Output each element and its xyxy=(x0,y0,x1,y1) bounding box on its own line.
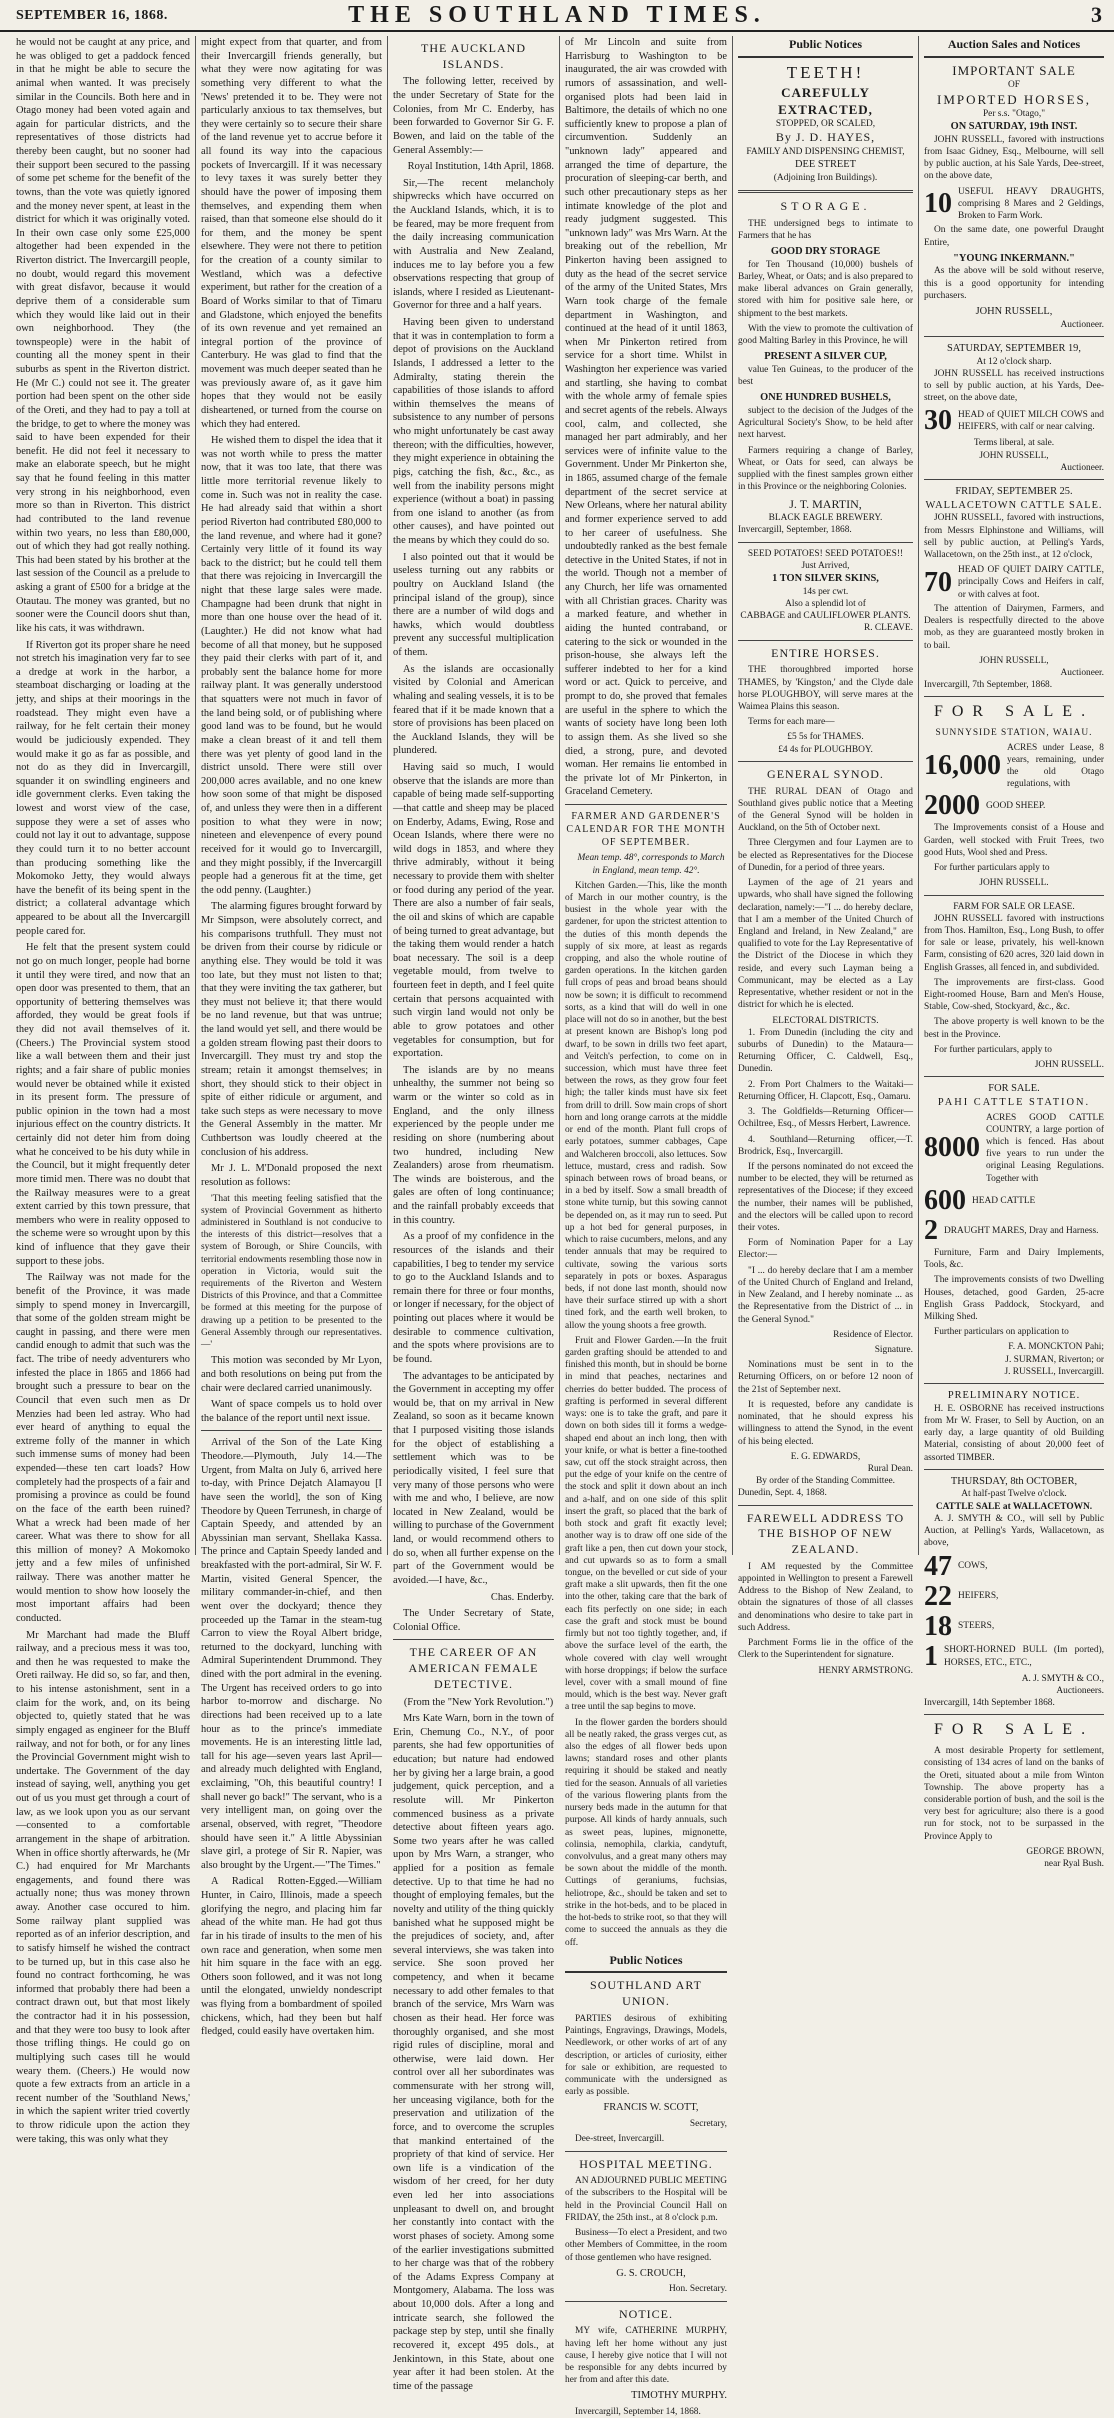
article-paragraph: He wished them to dispel the idea that it was not worth while to press the matter now, that it was too late, that there was little more territorial revenue likely to come in. Such was not in reality the case. He had already said that within a short period Riverton had contributed £80,000 to the land revenue, and where had it gone? Certainly very little of it found its way back to the district; but he could tell them that there was rejoicing in Invercargill the night that these large sales were made. Champagne had been drunk that night in more than one house over the head of it. (Laughter.) He did not know what had become of all that money, but he supposed they paid their clerks with part of it, and probably sent the balance home for more railway plant. It was generally understood that squatters were not much in favor of the land being sold, or of publishing where good land was to be found, but he would make a clean breast of it and tell them there was yet plenty of good land in the district unsold. There were still over 200,000 acres available, and no one knew how soon some of that might be disposed of, and unless they were then in a different position to what they were in now; nineteen and elevenpence of every pound received for it would go to Invercargill, and they might possibly, if the Invercargill people had a generous fit at the time, get the odd penny. (Laughter.) xyxy=(201,435,382,896)
divider xyxy=(565,2301,727,2302)
divider xyxy=(924,895,1104,896)
ad-line: FAMILY AND DISPENSING CHEMIST, xyxy=(746,146,905,157)
lot-number: 70 xyxy=(924,566,952,598)
column-rule xyxy=(195,36,196,1555)
ad-heading: FRIDAY, SEPTEMBER 25. xyxy=(955,486,1073,498)
ad-line: OF xyxy=(1008,79,1020,90)
ad-signer: JOHN RUSSELL, xyxy=(975,306,1053,318)
article-paragraph: He felt that the present system could not go on much longer, people had borne it until they were tired, and now that an open door was presented to them, that an opportunity of bettering themselves was afforded, they would be great fools if they did not avail themselves of it. (Cheers.) The Provincial system stood like a wall between them and their just rights; and a fair share of public monies would never be obtained while it existed in its present form. The pressure of public opinion in the town had a most injurious effect on the country districts. It certainly did not deter him from doing what he conceived to be his duty while in the Council, but it might frequently deter more timid men. There was no doubt that the Railway measures were to a great extent carried by this town pressure, that members who were in reality opposed to the scheme were so wrought upon by this kind of influence that they gave their support to these jobs. xyxy=(16,942,190,1267)
ad-lot xyxy=(924,1550,1104,1582)
ad-body: Furniture, Farm and Dairy Implements, Tools, &c. xyxy=(924,1247,1104,1271)
ad-lot xyxy=(924,742,1104,791)
article-paragraph: The Railway was not made for the benefit of the Province, it was made simply to spend money in Invercargill, that some of the golden stream might be caught in passing, and there were men candid enough to admit that such was the fact. The tribe of needy adventurers who infested the place in 1865 and 1866 had brought such a pressure to bear on the Council that even such men as Dr Menzies had been led astray. Who had ever heard of anything to equal the extreme folly of the manner in which such immense sums of money had been expended—these ten cart loads? How completely had the prospects of a fair and promising a province as could be found on the face of the earth been ruined? What a wreck had been made of her career. What was there to show for all this million of money? A Mokomoko jetty and a few miles of unfinished railway. There was another matter he would mention to show how loosely the most important affairs had been conducted. xyxy=(16,1272,190,1624)
ad-lot xyxy=(924,1610,1104,1642)
notice-signer: TIMOTHY MURPHY. xyxy=(631,2390,727,2402)
ad-line: ONE HUNDRED BUSHELS, xyxy=(760,392,891,404)
notice-role: Hon. Secretary. xyxy=(669,2284,727,2295)
column-5 xyxy=(738,36,913,1676)
ad-line: CAREFULLY EXTRACTED, xyxy=(778,84,873,117)
ad-heading: FOR SALE. xyxy=(988,1083,1040,1095)
article-source: (From the "New York Revolution.") xyxy=(403,1696,554,1708)
lot-text: DRAUGHT MARES, Dray and Harness. xyxy=(944,1225,1099,1236)
ad-body: The Improvements consist of a House and Garden, well stocked with Fruit Trees, two good Huts, Wool shed and Press. xyxy=(924,823,1104,858)
lot-text: HEIFERS, xyxy=(958,1591,999,1602)
divider xyxy=(924,1383,1104,1384)
ad-lot xyxy=(924,1580,1104,1612)
ad-line: DEE STREET xyxy=(795,159,856,171)
column-rule xyxy=(559,36,560,1555)
divider xyxy=(924,696,1104,697)
ad-heading: TEETH! xyxy=(786,62,865,82)
lot-text: ACRES under Lease, 8 years, remaining, under the old Otago regulations, with xyxy=(1007,742,1104,790)
lot-number: 1 xyxy=(924,1640,938,1672)
notice-signer: G. S. CROUCH, xyxy=(616,2267,686,2279)
ad-body: The improvements consists of two Dwelling Houses, detached, good Garden, 25-acre English Grass Paddock, Stockyard, and Milking Shed. xyxy=(924,1275,1104,1323)
column-1 xyxy=(16,36,190,2145)
article-paragraph: Mr Marchant had made the Bluff railway, and a precious mess it was too, and then he was requested to make the Oreti railway. He did so, so far, and then, to his intense astonishment, sent in a claim for the work, and, on its being objected to, quietly stated that he was simply engaged as engineer for the Bluff railway, and not for both, or for any lines the Provincial Government might wish to undertake. The Government of the day instead of saying, well, anything you get out of us you must get through a court of law, as we look upon you as our servant—consented to a comfortable arrangement in the shape of arbitration. When in office shortly afterwards, he (Mr C.) had enquired for Mr Marchants engagements, and found there was actually none; thus was money thrown away. Another case occured to him. Some railway plant supplied was reported as of an inferior description, and to satisfy himself he wished the contract to be turned up, but in this case also he found no contract forthcoming, he was informed that probably there had been a contract drawn out, but that most likely the contractor had it in his possession, and that they were too busy to look after those trifling things. He could go on multiplying such cases till he would weary them. (Cheers.) He would now quote a few extracts from an article in a recent number of the 'Southland News,' in which the sapient writer tried covertly to throw ridicule upon the action they were taking, this was only what they xyxy=(16,1629,190,2145)
ad-line: "YOUNG INKERMANN." xyxy=(953,252,1075,264)
ad-signer: E. G. EDWARDS, xyxy=(790,1451,861,1462)
lot-number: 22 xyxy=(924,1580,952,1612)
ad-place: Invercargill, September, 1868. xyxy=(738,525,852,536)
divider xyxy=(738,640,913,641)
ad-line: By order of the Standing Committee. xyxy=(755,1476,896,1487)
article-paragraph: might expect from that quarter, and from their Invercargill friends generally, but what they were now agitating for was something very different to what the 'News' pretended it to be. They were not particularly anxious to tax themselves, but they were certainly so to secure their share of the land revenue yet to accrue before it all found its way into the capacious pockets of Invercargill. If it was necessary to levy taxes it was surely better they should have the power of imposing them themselves, and expending them when raised, than that someone else should do it for them, and the money be spent elsewhere. They were not there to petition for the creation of a county similar to Westland, which was a defective experiment, but rather for the creation of a Board of Works similar to that of Timaru and Gladstone, which enjoyed the benefits of its own revenue and yet remained an integral portion of the province of Canterbury. He was glad to find that the movement was much deeper seated than he was previously aware of, as it gave him hopes that they would not be easily disheartened, or turned from the course on which they had entered. xyxy=(201,37,382,430)
column-6 xyxy=(924,36,1104,1870)
article-heading: FARMER AND GARDENER'S CALENDAR FOR THE MONTH OF SEPTEMBER. xyxy=(566,811,726,849)
ad-role: Auctioneer. xyxy=(1060,462,1104,473)
ad-heading: STORAGE. xyxy=(780,199,871,214)
article-paragraph: Mrs Kate Warn, born in the town of Erin, Chemung Co., N.Y., of poor parents, she had few opportunities of education; but nature had endowed her by giving her a large brain, a good judgement, quick perception, and a resolute will. Mr Pinkerton commenced business as a private detective about fifteen years ago. Some two years after he was called upon by Mrs Warn, a stranger, who applied for a position as female detective. Up to that time he had no thought of employing females, but the novelty and utility of the thing quickly banished what he supposed might be the prejudices of society, and, after several interviews, she was taken into service. She soon proved her competency, and when it became necessary to add other females to that branch of the service, Mrs Warn was chosen as their head. Her force was thoroughly organised, and she most rigid rules of discipline, moral and otherwise, were laid down. Her control over all her subordinates was commensurate with her strong will, her unceasing vigilance, both for the preservation and utilization of the force, and to overcome the scruples that mankind entertained of the propriety of that kind of service. Her own life is a vindication of the wisdom of her creed, for her duty even led her into associations unpleasant to dwell on, and brought her constantly into contact with the worst phases of society. Among some of the earlier investigations submitted to her charge was that of the robbery of the Adams Express Company at Montgomery, Alabama. The loss was about 10,000 dols. After a long and intricate search, she followed the package step by step, until she finally recovered it, except 495 dols., at Jenkintown, in this State, about one year after it had been stolen. At the time of the passage xyxy=(393,1713,554,2392)
article-paragraph: The advantages to be anticipated by the Government in accepting my offer would be, that on my arrival in New Zealand, so soon as it became known that I purposed visiting those islands for the object of establishing a settlement which was to be periodically visited, I feel sure that very many of those persons who were with me and who, I believe, are now located in New Zealand, would be willing to purchase of the Government land, or would recommend others to do so, when all further expense on the part of the Government would be avoided.—I have, &c., xyxy=(393,1370,554,1586)
ad-signer: JOHN RUSSELL. xyxy=(1034,1060,1104,1071)
ad-body: THE thoroughbred imported horse THAMES, by 'Kingston,' and the Clyde dale horse PLOUGHBOY, will serve mares at the Waimea Plains this season. xyxy=(738,665,913,713)
ad-heading: WALLACETOWN CATTLE SALE. xyxy=(925,499,1103,511)
lot-text: COWS, xyxy=(958,1561,988,1572)
ad-body: THE RURAL DEAN of Otago and Southland gives public notice that a Meeting of the General Synod will be holden in Auckland, on the 5th of October next. xyxy=(738,786,913,834)
article-paragraph: Having been given to understand that it was in contemplation to form a depot of provisions on the Auckland Islands, I addressed a letter to the Admiralty, stating therein the capabilities of those islands to afford within themselves the means of subsistence to any number of persons who might unfortunately be cast away thereon; with the difficulties, however, they might experience in obtaining the pigs, catching the fish, &c., &c., as well from the inability persons might experience (without a boat) in passing from one island to another (as from other causes), and have pointed out the means by which they could do so. xyxy=(393,317,554,547)
notice-signer: FRANCIS W. SCOTT, xyxy=(603,2102,699,2114)
column-rule xyxy=(387,36,388,1555)
ad-firm: BLACK EAGLE BREWERY. xyxy=(768,513,883,524)
article-paragraph: The alarming figures brought forward by Mr Simpson, were absolutely correct, and his comparisons truthfull. They must not be driven from their course by ridicule or anything else. They would be told it was too late, but they must not listen to that; that they were inviting the tax gatherer, but they must not believe it; that there would be no land revenue, but that was untrue; the land would yet sell, and there would be a golden stream flowing past their doors to Invercargill. They must try and stop the stream; retain it amongst themselves; in short, they should stick to their object in spite of either ridicule or argument, and take such steps as were necessary to move the General Assembly in the matter. Mr Cuthbertson was loudly cheered at the conclusion of his address. xyxy=(201,901,382,1158)
lot-text: SHORT-HORNED BULL (Im ported), HORSES, ETC., ETC., xyxy=(944,1645,1104,1668)
ad-body: Parchment Forms lie in the office of the Clerk to the Superintendent for signature. xyxy=(738,1638,913,1661)
ad-heading: GENERAL SYNOD. xyxy=(767,766,884,781)
ad-line: £4 4s for PLOUGHBOY. xyxy=(778,744,873,755)
ad-signer: F. A. MONCKTON Pahi; xyxy=(1008,1342,1104,1353)
letter-signature: Chas. Enderby. xyxy=(490,1591,554,1603)
article-paragraph: I also pointed out that it would be useless turning out any rabbits or poultry on Auckland Island (the principal island of the group), since there are a number of wild dogs and hawks, which would doubtless prevent any successful multiplication of them. xyxy=(393,551,554,659)
ad-lot xyxy=(924,1640,1104,1672)
ad-lot xyxy=(924,1184,1104,1216)
lot-text: HEAD CATTLE xyxy=(972,1195,1036,1206)
lot-text: USEFUL HEAVY DRAUGHTS, comprising 8 Mares and 2 Geldings, Broken to Farm Work. xyxy=(958,186,1104,222)
article-heading: THE AUCKLAND ISLANDS. xyxy=(421,41,526,71)
ad-body: 2. From Port Chalmers to the Waitaki—Returning Officer, H. Clapcott, Esq., Oamaru. xyxy=(738,1079,913,1102)
ad-place: Dunedin, Sept. 4, 1868. xyxy=(738,1488,827,1499)
divider xyxy=(565,804,727,805)
ad-body: I AM requested by the Committee appointed in Wellington to present a Farewell Address to the Bishop of New Zealand, to obtain the signatures of those of all classes and denominations who desire to take part in such Address. xyxy=(738,1561,913,1633)
ad-body: Signature. xyxy=(874,1345,913,1356)
ad-body: JOHN RUSSELL, favored with instructions, from Messrs Elphinstone and Williams, will sell by public auction, at Pelling's Yards, Wallacetown, on the 25th inst., at 12 o'clock, xyxy=(924,513,1104,560)
ad-body: Three Clergymen and four Laymen are to be elected as Representatives for the Diocese of Dunedin, for a period of three years. xyxy=(738,838,913,873)
lot-number: 2000 xyxy=(924,790,980,822)
news-item: A Radical Rotten-Egged.—William Hunter, in Cairo, Illinois, made a speech glorifying the negro, and placing him far ahead of the white man. He had got thus far in his tirade of insults to the men of his own race and generation, when some men hit him square in the face with an egg. Others soon followed, and it was not long until the elongated, unwieldy nondescript was flying from a bombardment of spoiled chickens, which, had they been but half fledged, could easily have overtaken him. xyxy=(201,1876,382,2038)
ad-line: Terms liberal, at sale. xyxy=(973,438,1055,449)
article-paragraph: In the flower garden the borders should all be neatly raked, the grass verges cut, as also the edges of all flower beds upon lawns; standard roses and other plants requiring it should be staked and neatly tied for the season. Annuals of all varieties of the various flowering plants from the nursery beds made in the autumn for that purpose. All kinds of hardy annuals, such as sweet peas, lupines, mignonette, colinsia, nemophila, clarkia, candytuft, convolvulus, and a great many others may be sown about the middle of the month. Cuttings of geraniums, fuchsias, heliotrope, &c., should be taken and set to strike in the hot-beds, and to be placed in the hot-beds to strike root, so that they will come to succeed the annuals as they die off. xyxy=(565,1717,727,1948)
ad-body: THE undersigned begs to intimate to Farmers that he has xyxy=(738,218,913,241)
ad-signer: J. T. MARTIN, xyxy=(789,496,862,511)
notice-body: Business—To elect a President, and two other Members of Committee, in the room of those gentlemen who have resigned. xyxy=(565,2228,727,2263)
article-paragraph: Having said so much, I would observe that the islands are more than capable of being made self-supporting—that cattle and sheep may be placed on Enderby, Adams, Ewing, Rose and Ocean Islands, where there were no wild dogs in 1853, and where they thrive admirably, without it being necessary to provide them with shelter or food during any period of the year. There are also a number of fair seals, the oil and skins of which are capable of being turned to great advantage, but the taking them would render a hatch boat necessary. The soil is a deep vegetable mould, from twelve to fourteen feet in depth, and I feel quite certain that persons acquainted with such virgin land would not only be able to grow potatoes and other vegetables for consumption, but for exportation. xyxy=(393,762,554,1060)
ad-line: ON SATURDAY, 19th INST. xyxy=(950,121,1078,133)
page-number: 3 xyxy=(1091,2,1102,27)
ad-lot xyxy=(924,186,1104,223)
ad-signer: J. RUSSELL, Invercargill. xyxy=(1004,1366,1104,1377)
article-paragraph: Want of space compels us to hold over the balance of the report until next issue. xyxy=(201,1399,382,1424)
ad-body: "I ... do hereby declare that I am a member of the United Church of England and Ireland, in New Zealand, and I hereby nominate ... as the Representative from the District of ... in the General Synod." xyxy=(738,1265,913,1325)
ad-lot xyxy=(924,792,1104,820)
ad-heading: SATURDAY, SEPTEMBER 19, xyxy=(947,342,1081,354)
ad-signer: R. CLEAVE. xyxy=(863,623,913,634)
divider xyxy=(738,542,913,543)
ad-body: subject to the decision of the Judges of the Agricultural Society's Show, to be held after next harvest. xyxy=(738,406,913,441)
ad-place: near Ryal Bush. xyxy=(1044,1859,1104,1870)
divider xyxy=(924,336,1104,337)
lot-text: HEAD of QUIET MILCH COWS and HEIFERS, with calf or near calving. xyxy=(958,410,1104,433)
divider xyxy=(924,1469,1104,1470)
ad-signer: JOHN RUSSELL, xyxy=(979,655,1049,666)
ad-body: Form of Nomination Paper for a Lay Elector:— xyxy=(738,1238,913,1261)
article-paragraph: of Mr Lincoln and suite from Harrisburg to Washington to be inaugurated, the air was crowded with rumors of assassination, and well-organised plots had been laid in Baltimore, the details of which no one sufficiently knew to propose a plan of circumvention. Suddenly an "unknown lady" appeared and arranged the time of departure, the procuration of sleeping-car berth, and such other precautionary steps as her intimate knowledge of the plot and ready judgment suggested. This "unknown lady" was Mrs Warn. At the breaking out of the rebellion, Mr Pinkerton having been assigned to duty as the head of the secret service of the army of the United States, Mrs Warn took charge of the female department in Washington, and continued at the head of it until 1863, when Mr Pinkerton retired from service for a short time. Whilst in Washington her experience was varied and startling, she having to combat with the whole army of female spies and secret agents of the rebels. Always cool, calm, and collected, she managed her part admirably, and her services were of infinite value to the Government. Under Mr Pinkerton she, in 1865, assumed charge of the female department of the secret service at New Orleans, where her natural ability and former experience served to add to her career of usefulness. She undoubtedly ranked as the best female detective in the United States, if not in the world. Though not a member of any Church, her life was ornamented with all Christian graces. Charity was a marked feature, and whether in aiding the hunted contraband, or catering to the sick or wounded in the prison-house, she always left the sufferer indebted to her for a kind word or act. Quick to perceive, and prompt to do, she proved that females are useful in the sphere to which the wants of society have long been loth to assign them. As she lived so she died, a strong, pure, and devoted woman. Her remains lie entombed in the private lot of Mr Pinkerton, in Graceland Cemetery. xyxy=(565,37,727,798)
ad-heading: PAHI CATTLE STATION. xyxy=(937,1096,1091,1108)
ad-line: At 12 o'clock sharp. xyxy=(976,356,1052,367)
divider xyxy=(738,190,913,193)
ad-heading: IMPORTANT SALE xyxy=(952,62,1076,78)
ad-signer: A. J. SMYTH & CO., xyxy=(1021,1673,1104,1684)
divider xyxy=(738,1505,913,1506)
ad-line: 14s per cwt. xyxy=(802,586,849,597)
ad-body: Farmers requiring a change of Barley, Wheat, or Oats for seed, can always be supplied with the finest samples grown either in this Province or the neighboring Colonies. xyxy=(738,445,913,493)
ad-body: Nominations must be sent in to the Returning Officers, on or before 12 noon of the 21st of September next. xyxy=(738,1360,913,1395)
ad-heading: PRELIMINARY NOTICE. xyxy=(947,1390,1081,1402)
ad-line: STOPPED, OR SCALED, xyxy=(775,119,876,130)
divider xyxy=(201,1430,382,1431)
news-item: Arrival of the Son of the Late King Theodore.—Plymouth, July 14.—The Urgent, from Malta on July 6, arrived here to-day, with Prince Dejatch Alamayou [I have seen the world], the son of King Theodore by Queen Terrunesh, in charge of Captain Speedy, and attended by an Abyssinian man servant, Shellaka Kassa. The prince and Captain Speedy landed and breakfasted with the port-admiral, Sir W. F. Martin, visited General Spencer, the military commander-in-chief, and then went over the dockyard; thence they proceeded up the Tamar in the steam-tug Carron to view the Royal Albert bridge, returned to the dockyard, lunching with Admiral Superintendent Drummond. They dined with the port admiral in the evening. The Urgent has received orders to go into harbor to-morrow and discharge. No directions had been received up to a late hour as to the prince's immediate movements. He is an interesting little lad, tall for his age—seven years last April—and already much delighted with England, exclaiming, "Oh, this beautiful country! I shall never go back!" The servant, who is a very intelligent man, on going over the arsenal, observed, with regret, "Theodore should have seen it." A little Abyssinian slave girl, a protege of Sir R. Napier, was also brought by the Urgent.—"The Times." xyxy=(201,1437,382,1871)
notice-heading: HOSPITAL MEETING. xyxy=(579,2156,713,2171)
ad-line: At half-past Twelve o'clock. xyxy=(961,1489,1067,1500)
ad-body: It is requested, before any candidate is nominated, that he should express his willingness to attend the Synod, in the event of his being elected. xyxy=(738,1399,913,1447)
ad-line: By J. D. HAYES, xyxy=(775,130,876,145)
ad-line: Just Arrived, xyxy=(801,560,850,571)
section-header: Public Notices xyxy=(565,1952,727,1974)
ad-body: 4. Southland—Returning officer,—T. Brodrick, Esq., Invercargill. xyxy=(738,1134,913,1157)
ad-lot xyxy=(924,407,1104,435)
ad-line: 1 TON SILVER SKINS, xyxy=(772,573,879,585)
article-subheading: Mean temp. 48°, corresponds to March in England, mean temp. 42°. xyxy=(577,853,725,876)
lot-number: 600 xyxy=(924,1184,966,1216)
notice-place: Dee-street, Invercargill. xyxy=(575,2134,665,2145)
lot-number: 47 xyxy=(924,1550,952,1582)
notice-body: AN ADJOURNED PUBLIC MEETING of the subscribers to the Hospital will be held in the Provincial Council Hall on FRIDAY, the 25th inst., at 8 o'clock p.m. xyxy=(565,2176,727,2223)
lot-number: 30 xyxy=(924,405,952,437)
ad-body: With the view to promote the cultivation of good Malting Barley in this Province, he will xyxy=(738,323,913,347)
notice-body: PARTIES desirous of exhibiting Paintings, Engravings, Drawings, Models, Needlework, or other works of art of any description, or articles of curiosity, either for sale or exhibition, are requested to communicate with the undersigned as early as possible. xyxy=(565,2013,727,2098)
notice-heading: SOUTHLAND ART UNION. xyxy=(590,1978,702,2009)
ad-body: The above property is well known to be the best in the Province. xyxy=(924,1017,1104,1040)
article-paragraph: Mr J. L. M'Donald proposed the next resolution as follows: xyxy=(201,1163,382,1188)
ad-role: Rural Dean. xyxy=(867,1463,913,1474)
ad-heading: SEED POTATOES! SEED POTATOES!! xyxy=(747,548,904,559)
ad-place: Invercargill, 7th September, 1868. xyxy=(924,680,1053,691)
ad-lot xyxy=(924,1112,1104,1185)
ad-heading: SUNNYSIDE STATION, WAIAU. xyxy=(935,728,1093,739)
article-heading: THE CAREER OF AN AMERICAN FEMALE DETECTIVE. xyxy=(408,1645,539,1691)
ad-heading: ENTIRE HORSES. xyxy=(771,645,880,660)
ad-body: If the persons nominated do not exceed the number to be elected, they will be returned as representatives of the Diocese; if they exceed the number, their names will be published, and the electors will be called upon to record their votes. xyxy=(738,1161,913,1234)
lot-number: 2 xyxy=(924,1214,938,1246)
resolution-text: 'That this meeting feeling satisfied that the system of Provincial Government as hitherto administered in Southland is not conducive to the interests of this district—resolves that a system of Borough, or Shire Councils, with territorial endowments resembling those now in operation in Victoria, would suit the requirements of the Riverton and Western Districts of this Province, and that a Committee be formed at this meeting for the purpose of drawing up a petition to be presented to the General Assembly through our representatives.—' xyxy=(201,1193,382,1351)
ad-body: 3. The Goldfields—Returning Officer—Ochiltree, Esq., of Messrs Herbert, Lawrence. xyxy=(738,1107,913,1130)
article-paragraph: The islands are by no means unhealthy, the summer not being so warm or the winter so cold as in England, and the only illness experienced by the people under me residing on shore (numbering about two hundred, including New Zealanders) arose from rheumatism. The winds are boisterous, and the gales are often of long continuance; and the rainfall probably exceeds that in this country. xyxy=(393,1064,554,1226)
ad-place: Invercargill, 14th September 1868. xyxy=(924,1697,1055,1708)
ad-body: JOHN RUSSELL favored with instructions from Thos. Hamilton, Esq., Long Bush, to offer for sale or lease, privately, his well-known Farm, consisting of 620 acres, 320 laid down in English Grasses, all fenced in, and subdivided. xyxy=(924,913,1104,973)
ad-line: PRESENT A SILVER CUP, xyxy=(764,351,887,363)
notice-role: Secretary, xyxy=(689,2119,727,2130)
ad-role: Auctioneers. xyxy=(1056,1685,1104,1696)
ad-heading: CATTLE SALE at WALLACETOWN. xyxy=(935,1501,1093,1512)
lot-number: 18 xyxy=(924,1610,952,1642)
column-rule xyxy=(732,36,733,1555)
divider xyxy=(565,2151,727,2152)
ad-body: For further particulars, apply to xyxy=(934,1044,1052,1055)
ad-body: The improvements are first-class. Good Eight-roomed House, Barn and Men's House, Stable, Cow-shed, Stockyard, &c., &c. xyxy=(924,977,1104,1013)
ad-signer: HENRY ARMSTRONG. xyxy=(818,1665,913,1676)
ad-heading: FAREWELL ADDRESS TO THE BISHOP OF NEW ZEALAND. xyxy=(746,1510,905,1557)
ad-body: A. J. SMYTH & CO., will sell by Public Auction, at Pelling's Yards, Wallacetown, as above, xyxy=(924,1513,1104,1549)
column-3 xyxy=(393,36,554,2392)
notice-place: Invercargill, September 14, 1868. xyxy=(575,2407,701,2418)
ad-body: Laymen of the age of 21 years and upwards, who shall have signed the following declaration, namely:—"I ... do hereby declare, that I am a member of the United Church of England and Ireland, in New Zealand," are qualified to vote for the Lay Representative of the District of the Diocese in which they reside, and every such Layman being a Communicant, may be elected as a Lay Representative, whether resident or not in the district for which he is elected. xyxy=(738,878,913,1011)
article-paragraph: As a proof of my confidence in the resources of the islands and their capabilities, I beg to tender my service to go to the Auckland Islands and to remain there for three or four months, or longer if necessary, for the object of pointing out places where it would be desirable to commence cultivation, and the spots where provisions are to be found. xyxy=(393,1231,554,1365)
masthead xyxy=(0,0,1114,32)
ad-body: JOHN RUSSELL, favored with instructions from Isaac Gidney, Esq., Melbourne, will sell by public auction, at his Sale Yards, Dee-street, on the above date, xyxy=(924,134,1104,182)
article-paragraph: he would not be caught at any price, and he was obliged to get a paddock fenced in that he might be able to secure the animal when wanted. It was precisely similar in the Councils. Both here and in Otago money had been voted again and again for particular districts, and the representatives of those districts had thereby been caught, but no sooner had their support been secured to the passing of some pet scheme for the benefit of the towns, than the vote was quietly ignored and the money never spent, at least in the district for which it was originally voted. In their own case only some £25,000 altogether had been expended in the Riverton district. The Invercargill people, no doubt, would regard this movement with great disfavor, because it would deprive them of a considerable sum which they would like laid out in their own neighborhood. They (the townspeople) were in the habit of counting all the money spent in their suburbs as spent in the Riverton district. He (Mr C.) could not see it. The greater portion had been spent on the other side of the Oreti, and they had to pay a toll at the bridge, to get to where the money was said to have been expended for their benefit. He did not feel it necessary to make an elaborate speech, but he might say that he found feeling in this matter very strong in his neighborhood, even more so than in Riverton. This district had contributed to the land revenue within two years, no less than £80,000, out of which they had got really nothing. This had been stated by his brother at the last session of the Council as a prelude to asking a grant of £500 for a bridge at the Otautau. The money was granted, but no sooner were the Council doors shut than, like his cats, it was withdrawn. xyxy=(16,37,190,634)
lot-number: 8000 xyxy=(924,1132,980,1164)
ad-body: On the same date, one powerful Draught Entire, xyxy=(924,225,1104,248)
article-paragraph: Fruit and Flower Garden.—In the fruit garden grafting should be attended to and finished this month, but in should be borne in mind that peaches, nectarines and cherries do better budded. The process of grafting is performed in several different ways: one is to take the graft, and pare it down on both sides till it forms a wedge-shaped end about an inch long, then with your knife, or what is better a fine-toothed saw, cut off the stock straight across, then put the edge of your knife on the centre of the stock and split it down about an inch and a-half, and on one side of this split insert the graft, so placed that the bark of both stock and graft fit exactly level; another way is to draw off one side of the graft like a pen, then cut down your stock, and cut upwards so as to form a small tongue, on the bevelled or cut side of your graft make a slit upwards, then fit the one into the other, taking care that the bark of each fits perfectly on one side; in each case the graft and stock must be bound firmly but not too tightly together, and, if above the surface level of the earth, the whole covered with clay well wrought with horse droppings; if below the surface level, cover with a small mound of fine mould, which is the best way. Never graft a tree until the sap begins to move. xyxy=(565,1335,727,1713)
article-paragraph: As the islands are occasionally visited by Colonial and American whaling and sealing vessels, it is to be feared that if it be made known that a store of provisions has been placed on the Auckland Islands, they will be plundered. xyxy=(393,663,554,757)
lot-text: STEERS, xyxy=(958,1621,995,1632)
column-2 xyxy=(201,36,382,2038)
ad-line: (Adjoining Iron Buildings). xyxy=(773,172,878,183)
ad-body: for Ten Thousand (10,000) bushels of Barley, Wheat, or Oats; and is also prepared to make liberal advances on Grain generally, stored with him for positive sale here, or shipment to the best markets. xyxy=(738,259,913,319)
lot-number: 16,000 xyxy=(924,749,1001,781)
ad-role: Auctioneer. xyxy=(1060,319,1104,330)
divider xyxy=(393,1639,554,1640)
ad-role: Auctioneer. xyxy=(1060,667,1104,678)
ad-body: Further particulars on application to xyxy=(934,1327,1069,1338)
letter-date: Royal Institution, 14th April, 1868. xyxy=(407,161,554,173)
ad-signer: JOHN RUSSELL, xyxy=(979,450,1049,461)
ad-heading: THURSDAY, 8th OCTOBER, xyxy=(950,1475,1078,1487)
divider xyxy=(924,1714,1104,1715)
ad-line: CABBAGE and CAULIFLOWER PLANTS. xyxy=(740,611,911,622)
lot-number: 10 xyxy=(924,188,952,220)
ad-line: Per s.s. "Otago," xyxy=(982,108,1046,119)
notice-heading: NOTICE. xyxy=(619,2306,673,2321)
lot-text: HEAD OF QUIET DAIRY CATTLE, principally Cows and Heifers in calf, or with calves at foot. xyxy=(958,565,1104,600)
ad-body: For further particulars apply to xyxy=(934,863,1050,874)
ad-signer: JOHN RUSSELL. xyxy=(979,878,1049,889)
ad-body: A most desirable Property for settlement, consisting of 134 acres of land on the banks of the Oreti, situated about a mile from Winton Township. The above property has a considerable portion of bush, and the soil is the very best for agriculture; also there is a good run for stock, not to be surpassed in the Province Apply to xyxy=(924,1746,1104,1842)
divider xyxy=(738,761,913,762)
ad-body: The attention of Dairymen, Farmers, and Dealers is respectfully directed to the above mob, as they are guaranteed mostly broken in to bail. xyxy=(924,603,1104,651)
ad-body: 1. From Dunedin (including the city and suburbs of Dunedin) to the Mataura—Returning Officer, C. Caldwell, Esq., Dunedin. xyxy=(738,1027,913,1075)
ad-lot xyxy=(924,564,1104,601)
ad-subheading: ELECTORAL DISTRICTS. xyxy=(772,1015,879,1026)
notice-body: MY wife, CATHERINE MURPHY, having left her home without any just cause, I hereby give notice that I will not be responsible for any debts incurred by her from and after this date. xyxy=(565,2326,727,2386)
article-paragraph: Kitchen Garden.—This, like the month of March in our mother country, is the busiest in the whole year with the gardener, for upon the strictest attention to the duties of this month depends the supply of six more, at least as regards cropping, and also the whole routine of garden operations. In the kitchen garden full crops of peas and broad beans should now be sown; it is difficult to recommend sorts, as a kind that will do well in one place will not do so in another, but the best at present known are Bishop's long pod dwarf, to be sown in drills two feet apart, and Veitch's perfection, to come on in succession, which must have three feet between the rows, as they grow four feet high; the taller kinds must have six feet from drill to drill. Sow main crops of short horn and long orange carrots at the middle or end of the month. Plant full crops of early potatoes, summer cabbages, Cape and Walcheren broccoli, also lettuces. Sow lettuce, mustard, cress and radish. Sow spinach between rows of broad beans, or in a bed by itself. Sow a small breadth of stone white turnip, but this sowing cannot be depended on, as it may run to seed. Put up a hot bed for general purposes, in which to raise cucumbers, melons, and any tender annuals that may be required to cultivate, sowing the various sorts separately in pots or boxes. Asparagus beds, if not done last month, should now have their surface stirred up with a short tined fork, and the earth well broken, to allow the young shoots a free growth. xyxy=(565,880,727,1331)
ad-body: Terms for each mare— xyxy=(748,717,835,728)
ad-lot xyxy=(924,1214,1104,1246)
ad-body: Residence of Elector. xyxy=(833,1329,913,1340)
ad-line: GOOD DRY STORAGE xyxy=(770,246,881,258)
column-4 xyxy=(565,36,727,2418)
newspaper-title: THE SOUTHLAND TIMES. xyxy=(348,2,766,28)
letter-closing: The Under Secretary of State, Colonial Office. xyxy=(393,1608,554,1633)
article-paragraph: If Riverton got its proper share he need not stretch his imagination very far to see a dredge at work in the harbor, a steamboat discharging or loading at the jetty, and ships at their moorings in the roadstead. They might even have a railway, for he felt certain their money would be judiciously expended. They would make it go as far as possible, and not do as they did in Invercargill, squander it on swindling engineers and idle government clerks. Even taking the lowest and worst view of the case, suppose they were a set of asses who could not lay it out to advantage, suppose they could turn it to no better account than producing something like the Mokomoko Jetty, they would always have the benefit of its being spent in the district; a collateral advantage which appeared to be about all the Invercargill people cared for. xyxy=(16,639,190,937)
ad-signer: J. SURMAN, Riverton; or xyxy=(1005,1354,1104,1365)
ad-line: £5 5s for THAMES. xyxy=(787,732,864,743)
ad-line: Also a splendid lot of xyxy=(785,598,866,609)
lot-text: GOOD SHEEP. xyxy=(986,801,1046,812)
article-paragraph: This motion was seconded by Mr Lyon, and both resolutions on being put from the chair were declared carried unanimously. xyxy=(201,1355,382,1394)
issue-date: SEPTEMBER 16, 1868. xyxy=(16,8,168,23)
lot-text: ACRES GOOD CATTLE COUNTRY, a large portion of which is fenced. Has about five years to run under the original Leasing Regulations. Together with xyxy=(986,1112,1104,1184)
ad-heading: FOR SALE. xyxy=(933,1721,1095,1739)
article-paragraph: Sir,—The recent melancholy shipwrecks which have occurred on the Auckland Islands, which, it is to be feared, may be more frequent from the daily increasing communication with Australia and New Zealand, induces me to lay before you a few observations respecting that group of islands, where I resided as Lieutenant-Governor for three and a half years. xyxy=(393,177,554,312)
section-header: Public Notices xyxy=(738,36,913,58)
ad-signer: GEORGE BROWN, xyxy=(1026,1846,1104,1857)
ad-body: As the above will be sold without reserve, this is a good opportunity for intending purchasers. xyxy=(924,266,1104,301)
ad-heading: FOR SALE. xyxy=(933,703,1095,721)
section-header: Auction Sales and Notices xyxy=(924,36,1104,58)
divider xyxy=(924,1076,1104,1077)
ad-body: JOHN RUSSELL has received instructions to sell by public auction, at his Yards, Dee-street, on the above date, xyxy=(924,368,1104,404)
column-rule xyxy=(918,36,919,1555)
divider xyxy=(924,479,1104,480)
ad-heading: FARM FOR SALE OR LEASE. xyxy=(953,901,1075,912)
ad-body: value Ten Guineas, to the producer of the best xyxy=(738,364,913,388)
ad-body: H. E. OSBORNE has received instructions from Mr W. Fraser, to Sell by Auction, on an early day, a large quantity of old Building Material, consisting of about 20,000 feet of assorted TIMBER. xyxy=(924,1403,1104,1463)
article-paragraph: The following letter, received by the under Secretary of State for the Colonies, from Mr C. Enderby, has been forwarded to Governor Sir G. F. Bowen, and laid on the table of the General Assembly:— xyxy=(393,76,554,156)
ad-heading: IMPORTED HORSES, xyxy=(936,91,1091,107)
